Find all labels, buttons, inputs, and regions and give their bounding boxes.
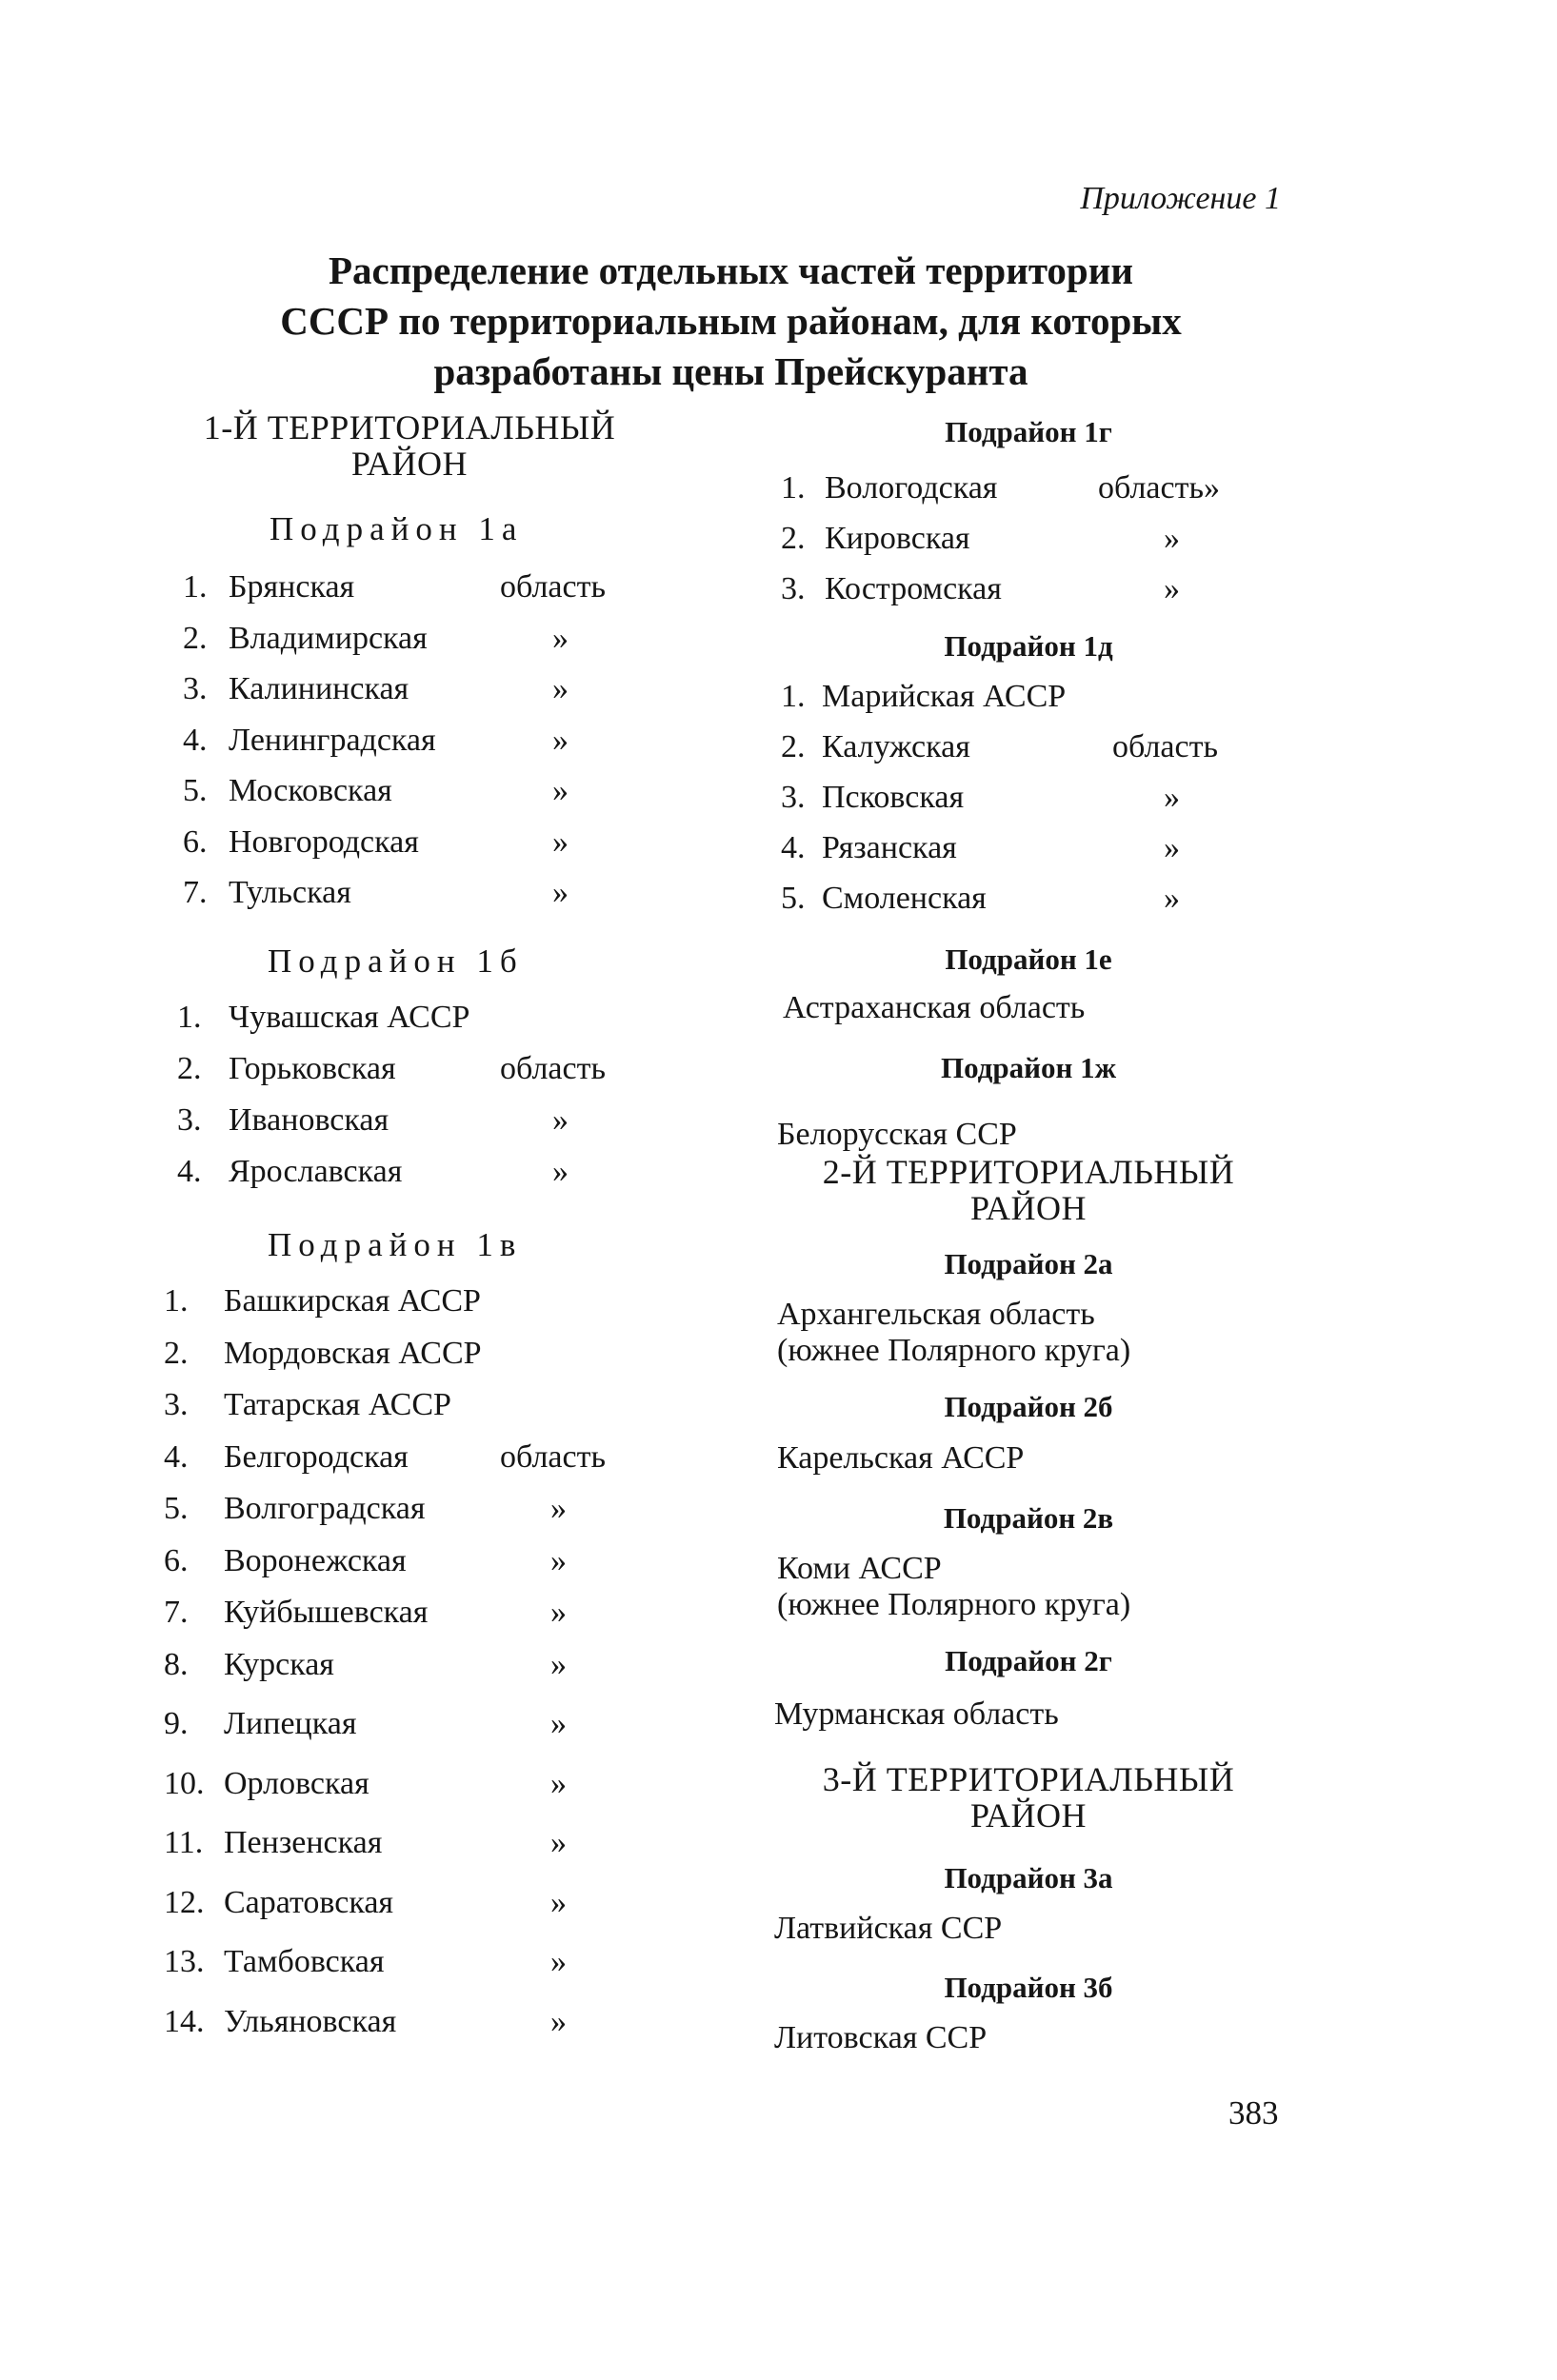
list-item-number: 8.: [164, 1646, 189, 1682]
list-item-number: 3.: [177, 1102, 202, 1138]
list-item-type: »: [1164, 780, 1180, 815]
heading-line: 1-Й ТЕРРИТОРИАЛЬНЫЙ: [203, 408, 616, 446]
list-item-name: Куйбышевская: [224, 1595, 429, 1630]
list-item-type: »: [550, 2003, 567, 2039]
list-item-name: Новгородская: [229, 823, 419, 860]
text-line: Литовская ССР: [774, 2020, 988, 2055]
heading-line: РАЙОН: [970, 1796, 1087, 1835]
list-item-name: Ивановская: [229, 1102, 389, 1138]
list-item-name: Курская: [224, 1646, 334, 1682]
list-item-name: Воронежская: [224, 1542, 407, 1578]
list-item-name: Тульская: [229, 875, 351, 910]
list-item-type: »: [552, 875, 569, 910]
subregion-2a-text: [777, 1297, 1130, 1369]
list-item-number: 4.: [177, 1154, 202, 1189]
subregion-1e-title: Подрайон 1е: [945, 942, 1112, 976]
list-item-name: Саратовская: [224, 1884, 394, 1920]
list-item-name: Башкирская АССР: [224, 1283, 481, 1319]
list-item-name: Рязанская: [822, 830, 957, 865]
list-item-type: »: [550, 1765, 567, 1801]
list-item-type: »: [552, 671, 569, 706]
list-item-number: 2.: [164, 1335, 189, 1371]
list-item-type: область: [500, 569, 606, 605]
heading-line: 2-Й ТЕРРИТОРИАЛЬНЫЙ: [822, 1153, 1235, 1191]
list-item-type: »: [550, 1646, 567, 1682]
title-line: СССР по территориальным районам, для которых: [280, 299, 1182, 343]
list-item-number: 7.: [183, 875, 208, 910]
subregion-1g-title: Подрайон 1г: [945, 415, 1112, 448]
list-item-number: 6.: [164, 1542, 189, 1578]
text-line: Латвийская ССР: [774, 1911, 1003, 1946]
district-3-heading: [781, 1761, 1276, 1834]
subregion-3a-text: [774, 1911, 1002, 1947]
list-item-name: Костромская: [825, 571, 1002, 606]
list-item-name: Ульяновская: [224, 2003, 397, 2039]
list-item-number: 7.: [164, 1595, 189, 1630]
list-item-name: Татарская АССР: [224, 1387, 451, 1422]
list-item-type: »: [550, 1595, 567, 1630]
list-item-name: Пензенская: [224, 1825, 383, 1860]
subregion-1e-text: Астраханская область: [783, 990, 1086, 1025]
subregion-2b-text: [777, 1440, 1024, 1477]
heading-line: 3-Й ТЕРРИТОРИАЛЬНЫЙ: [822, 1760, 1235, 1798]
list-item-type: »: [1164, 521, 1180, 556]
list-item-type: область»: [1098, 470, 1220, 506]
list-item-type: область: [500, 1051, 606, 1086]
list-item-name: Тамбовская: [224, 1944, 385, 1979]
text-line: Архангельская область: [777, 1297, 1095, 1332]
list-item-name: Липецкая: [224, 1706, 357, 1741]
list-item-type: »: [550, 1542, 567, 1578]
list-item-name: Калининская: [229, 671, 409, 706]
list-item-type: »: [552, 1154, 569, 1189]
list-item-name: Ленинградская: [229, 722, 436, 758]
list-item-number: 5.: [183, 773, 208, 808]
list-item-type: »: [550, 1944, 567, 1979]
subregion-1a-title: Подрайон 1а: [269, 510, 524, 547]
list-item-type: »: [552, 620, 569, 656]
subregion-2a-title: Подрайон 2а: [944, 1247, 1113, 1280]
list-item-number: 5.: [164, 1491, 189, 1526]
list-item-name: Владимирская: [229, 620, 428, 656]
list-item-number: 3.: [781, 571, 806, 606]
list-item-number: 1.: [781, 679, 806, 714]
list-item-number: 11.: [164, 1825, 204, 1860]
subregion-2b-title: Подрайон 2б: [944, 1390, 1113, 1423]
list-item-type: »: [552, 823, 569, 860]
heading-line: РАЙОН: [970, 1189, 1087, 1227]
list-item-number: 4.: [164, 1438, 189, 1475]
text-line: Карельская АССР: [777, 1440, 1025, 1476]
list-item-name: Мордовская АССР: [224, 1335, 482, 1371]
appendix-label: Приложение 1: [1080, 181, 1281, 216]
list-item-name: Вологодская: [825, 470, 998, 506]
list-item-number: 13.: [164, 1944, 205, 1979]
subregion-1zh-text: Белорусская ССР: [777, 1117, 1017, 1152]
list-item-name: Горьковская: [229, 1051, 396, 1086]
list-item-number: 2.: [177, 1051, 202, 1086]
list-item-name: Калужская: [822, 729, 970, 764]
title-line: разработаны цены Прейскуранта: [433, 349, 1028, 393]
list-item-number: 1.: [183, 569, 208, 605]
list-item-name: Смоленская: [822, 881, 987, 916]
list-item-type: »: [552, 722, 569, 758]
title-line: Распределение отдельных частей территории: [329, 248, 1133, 292]
list-item-number: 5.: [781, 881, 806, 916]
list-item-type: область: [1112, 729, 1218, 764]
list-item-type: »: [550, 1884, 567, 1920]
list-item-number: 1.: [177, 1000, 202, 1035]
list-item-name: Чувашская АССР: [229, 1000, 470, 1035]
list-item-number: 14.: [164, 2003, 205, 2039]
subregion-3b-text: [774, 2020, 987, 2056]
list-item-number: 3.: [781, 780, 806, 815]
list-item-type: »: [550, 1706, 567, 1741]
subregion-2g-title: Подрайон 2г: [945, 1644, 1112, 1677]
list-item-type: »: [1164, 571, 1180, 606]
text-line: Коми АССР: [777, 1551, 942, 1586]
list-item-name: Ярославская: [229, 1154, 403, 1189]
list-item-number: 4.: [183, 722, 208, 758]
list-item-type: »: [552, 1102, 569, 1138]
list-item-number: 2.: [781, 521, 806, 556]
list-item-type: »: [550, 1491, 567, 1526]
list-item-type: »: [552, 773, 569, 808]
subregion-1zh-title: Подрайон 1ж: [940, 1051, 1117, 1084]
list-item-type: »: [1164, 881, 1180, 916]
heading-line: РАЙОН: [351, 445, 468, 483]
subregion-2v-title: Подрайон 2в: [943, 1501, 1114, 1535]
text-line: (южнее Полярного круга): [777, 1333, 1131, 1368]
list-item-number: 1.: [781, 470, 806, 506]
list-item-name: Кировская: [825, 521, 970, 556]
district-2-heading: [781, 1154, 1276, 1226]
list-item-name: Псковская: [822, 780, 965, 815]
list-item-number: 1.: [164, 1283, 189, 1319]
list-item-number: 12.: [164, 1884, 205, 1920]
list-item-name: Волгоградская: [224, 1491, 426, 1526]
list-item-number: 4.: [781, 830, 806, 865]
list-item-type: »: [550, 1825, 567, 1860]
list-item-number: 3.: [183, 671, 208, 706]
list-item-name: Орловская: [224, 1765, 369, 1801]
list-item-number: 2.: [781, 729, 806, 764]
subregion-2g-text: [774, 1696, 1059, 1733]
page-title: [143, 246, 1319, 397]
text-line: (южнее Полярного круга): [777, 1587, 1131, 1622]
list-item-number: 9.: [164, 1706, 189, 1741]
list-item-name: Московская: [229, 773, 392, 808]
subregion-1v-title: Подрайон 1в: [268, 1226, 523, 1263]
list-item-type: »: [1164, 830, 1180, 865]
list-item-number: 3.: [164, 1387, 189, 1422]
subregion-3b-title: Подрайон 3б: [944, 1971, 1113, 2004]
list-item-type: область: [500, 1438, 606, 1475]
subregion-2v-text: [777, 1551, 1130, 1623]
subregion-1b-title: Подрайон 1б: [268, 942, 524, 980]
list-item-name: Марийская АССР: [822, 679, 1067, 714]
list-item-number: 2.: [183, 620, 208, 656]
list-item-number: 6.: [183, 823, 208, 860]
list-item-name: Брянская: [229, 569, 355, 605]
page-number: 383: [1228, 2094, 1279, 2132]
subregion-1d-title: Подрайон 1д: [944, 629, 1113, 663]
text-line: Мурманская область: [774, 1696, 1059, 1732]
subregion-3a-title: Подрайон 3а: [944, 1861, 1113, 1894]
list-item-number: 10.: [164, 1765, 205, 1801]
list-item-name: Белгородская: [224, 1438, 409, 1475]
district-1-heading: [181, 409, 638, 482]
